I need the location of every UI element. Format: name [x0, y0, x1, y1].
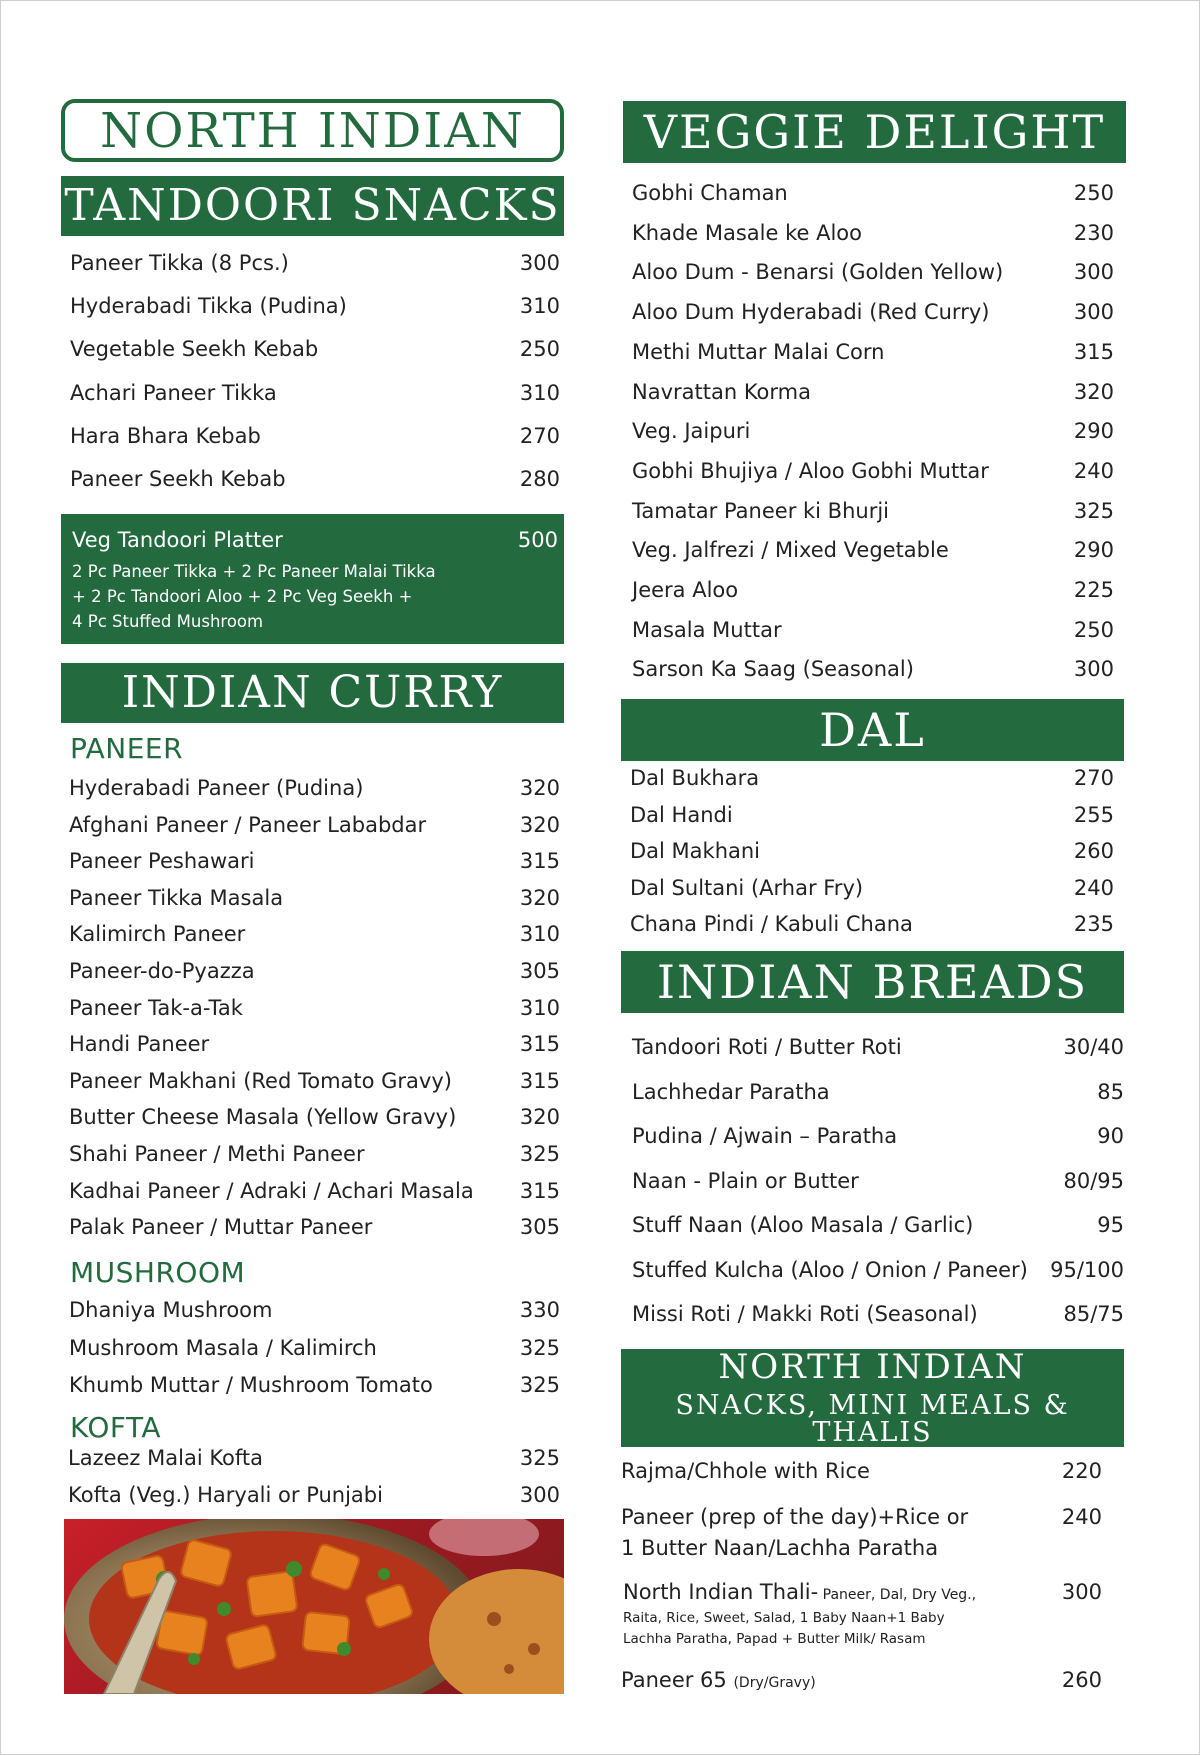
item-price: 270 [1073, 766, 1114, 790]
item-name: Hara Bhara Kebab [70, 423, 261, 448]
tandoori-snacks-heading: TANDOORI SNACKS [61, 176, 564, 236]
item-name [621, 1670, 816, 1691]
item-price: 315 [519, 1032, 560, 1057]
item-name: Dal Bukhara [630, 766, 760, 790]
north-indian-title: NORTH INDIAN [61, 99, 564, 162]
platter-price: 500 [517, 528, 558, 552]
item-price: 315 [519, 1068, 560, 1093]
kofta-subheading: KOFTA [70, 1411, 162, 1444]
item-name: Palak Paneer / Muttar Paneer [69, 1215, 373, 1240]
item-price: 325 [519, 1373, 560, 1397]
item-name: Dal Sultani (Arhar Fry) [630, 875, 864, 900]
item-price: 305 [519, 959, 560, 983]
item-name: Butter Cheese Masala (Yellow Gravy) [69, 1105, 457, 1130]
item-price: 30/40 [1063, 1035, 1124, 1059]
item-price: 85 [1097, 1079, 1124, 1104]
item-name: Tandoori Roti / Butter Roti [632, 1035, 902, 1059]
platter-description: 2 Pc Paneer Tikka + 2 Pc Paneer Malai Tikka + 2 Pc Tandoori Aloo + 2 Pc Veg Seekh + 4 Pc Stuffed Mushroom [72, 562, 436, 631]
item-name: Veg. Jaipuri [632, 419, 751, 444]
item-price: 305 [519, 1215, 560, 1240]
item-name: Hyderabadi Tikka (Pudina) [70, 294, 347, 319]
item-price: 260 [1061, 1668, 1102, 1692]
item-name: Stuff Naan (Aloo Masala / Garlic) [632, 1213, 974, 1237]
item-price: 330 [519, 1298, 560, 1322]
item-name: Methi Muttar Malai Corn [632, 339, 885, 364]
right-column [623, 1, 1126, 1756]
item-name: Hyderabadi Paneer (Pudina) [69, 776, 364, 800]
item-price: 315 [519, 849, 560, 874]
paneer65-name: Paneer 65 [621, 1668, 727, 1692]
item-name: Paneer Peshawari [69, 849, 255, 874]
item-name: Dal Handi [630, 802, 733, 827]
item-name: Paneer (prep of the day)+Rice or [621, 1505, 969, 1529]
item-price: 325 [519, 1142, 560, 1166]
paneer-subheading: PANEER [70, 732, 184, 765]
item-price: 80/95 [1063, 1168, 1124, 1193]
snacks-heading-line2: SNACKS, MINI MEALS & THALIS [675, 1390, 1070, 1448]
item-name: Aloo Dum Hyderabadi (Red Curry) [632, 300, 990, 325]
item-name: Afghani Paneer / Paneer Lababdar [69, 812, 427, 837]
item-name: Rajma/Chhole with Rice [621, 1459, 870, 1483]
item-name: Handi Paneer [69, 1032, 210, 1057]
item-price: 220 [1061, 1459, 1102, 1483]
item-name: Shahi Paneer / Methi Paneer [69, 1142, 365, 1166]
item-name: Missi Roti / Makki Roti (Seasonal) [632, 1302, 978, 1326]
item-price: 270 [519, 423, 560, 448]
item-name: Gobhi Chaman [632, 181, 788, 205]
item-price: 250 [1073, 181, 1114, 205]
item-price: 240 [1073, 458, 1114, 483]
dal-heading: DAL [621, 699, 1124, 761]
item-price: 320 [519, 1105, 560, 1130]
thali-desc-2: Raita, Rice, Sweet, Salad, 1 Baby Naan+1 Baby [623, 1610, 945, 1626]
item-price: 260 [1073, 839, 1114, 863]
item-price: 320 [1073, 379, 1114, 404]
veggie-delight-heading: VEGGIE DELIGHT [623, 101, 1126, 163]
item-price: 255 [1073, 802, 1114, 827]
item-name: Tamatar Paneer ki Bhurji [632, 498, 890, 523]
item-price: 300 [519, 251, 560, 275]
item-name: Lachhedar Paratha [632, 1079, 830, 1104]
item-name: Mushroom Masala / Kalimirch [69, 1335, 377, 1360]
item-name: Kalimirch Paneer [69, 922, 246, 947]
item-price: 300 [519, 1483, 560, 1507]
item-price: 240 [1073, 875, 1114, 900]
item-price: 320 [519, 885, 560, 910]
item-name: Paneer Seekh Kebab [70, 467, 286, 491]
item-price: 85/75 [1063, 1302, 1124, 1326]
item-name: Chana Pindi / Kabuli Chana [630, 912, 913, 936]
curry-illustration [64, 1519, 564, 1694]
item-name: Masala Muttar [632, 617, 782, 642]
item-name: Paneer-do-Pyazza [69, 959, 255, 983]
item-name: Kofta (Veg.) Haryali or Punjabi [68, 1483, 383, 1507]
item-name: Sarson Ka Saag (Seasonal) [632, 657, 914, 682]
item-name: Kadhai Paneer / Adraki / Achari Masala [69, 1178, 474, 1203]
platter-name: Veg Tandoori Platter [72, 528, 283, 552]
item-price: 240 [1061, 1505, 1102, 1529]
item-price: 310 [519, 294, 560, 319]
item-price: 325 [519, 1335, 560, 1360]
item-price: 280 [519, 467, 560, 491]
left-column [61, 1, 564, 1756]
item-price: 290 [1073, 538, 1114, 563]
thali-desc-3: Lachha Paratha, Papad + Butter Milk/ Rasam [623, 1631, 926, 1647]
thali-name: North Indian Thali- [623, 1580, 819, 1604]
thali-desc-1: Paneer, Dal, Dry Veg., [818, 1587, 977, 1603]
item-price: 250 [1073, 617, 1114, 642]
mushroom-subheading: MUSHROOM [70, 1256, 246, 1289]
item-price: 225 [1073, 578, 1114, 602]
item-price: 310 [519, 922, 560, 947]
item-name: Dhaniya Mushroom [69, 1298, 273, 1322]
paneer65-note: (Dry/Gravy) [733, 1675, 816, 1691]
indian-curry-heading: INDIAN CURRY [61, 663, 564, 723]
snacks-meals-heading [621, 1349, 1124, 1447]
item-name: Paneer Tikka (8 Pcs.) [70, 251, 289, 275]
indian-breads-heading: INDIAN BREADS [621, 951, 1124, 1013]
item-price: 300 [1073, 300, 1114, 325]
item-price: 300 [1061, 1580, 1102, 1604]
item-name: Dal Makhani [630, 839, 761, 863]
item-price: 250 [519, 337, 560, 362]
item-name: Veg. Jalfrezi / Mixed Vegetable [632, 538, 949, 563]
item-price: 310 [519, 380, 560, 405]
item-name: Pudina / Ajwain – Paratha [632, 1124, 898, 1148]
item-name: Gobhi Bhujiya / Aloo Gobhi Muttar [632, 458, 989, 483]
item-price: 90 [1097, 1124, 1124, 1148]
item-price: 325 [519, 1446, 560, 1470]
item-price: 300 [1073, 657, 1114, 682]
item-price: 310 [519, 995, 560, 1020]
item-name: Stuffed Kulcha (Aloo / Onion / Paneer) [632, 1257, 1028, 1282]
item-price: 325 [1073, 498, 1114, 523]
paneer-curry-photo [64, 1519, 564, 1694]
item-name [623, 1582, 976, 1603]
item-price: 315 [519, 1178, 560, 1203]
item-name: Vegetable Seekh Kebab [70, 337, 319, 362]
item-price: 320 [519, 812, 560, 837]
item-price: 235 [1073, 912, 1114, 936]
item-name: Achari Paneer Tikka [70, 380, 277, 405]
item-price: 290 [1073, 419, 1114, 444]
item-name: Paneer Tikka Masala [69, 885, 284, 910]
item-name: Naan - Plain or Butter [632, 1168, 859, 1193]
item-name: Paneer Tak-a-Tak [69, 995, 243, 1020]
item-name: Khade Masale ke Aloo [632, 220, 863, 245]
item-name: Lazeez Malai Kofta [68, 1446, 264, 1470]
item-name: Navrattan Korma [632, 379, 811, 404]
item-name: Jeera Aloo [632, 578, 739, 602]
item-price: 95/100 [1050, 1257, 1124, 1282]
item-price: 320 [519, 776, 560, 800]
item-price: 95 [1097, 1213, 1124, 1237]
item-price: 300 [1073, 260, 1114, 285]
item-name-continued: 1 Butter Naan/Lachha Paratha [621, 1536, 939, 1560]
item-price: 315 [1073, 339, 1114, 364]
snacks-heading-line1: NORTH INDIAN [718, 1347, 1027, 1387]
item-price: 230 [1073, 220, 1114, 245]
item-name: Khumb Muttar / Mushroom Tomato [69, 1373, 433, 1397]
thali-description [623, 1608, 945, 1650]
veg-tandoori-platter [61, 514, 564, 644]
item-name: Paneer Makhani (Red Tomato Gravy) [69, 1068, 452, 1093]
item-name: Aloo Dum - Benarsi (Golden Yellow) [632, 260, 1004, 285]
